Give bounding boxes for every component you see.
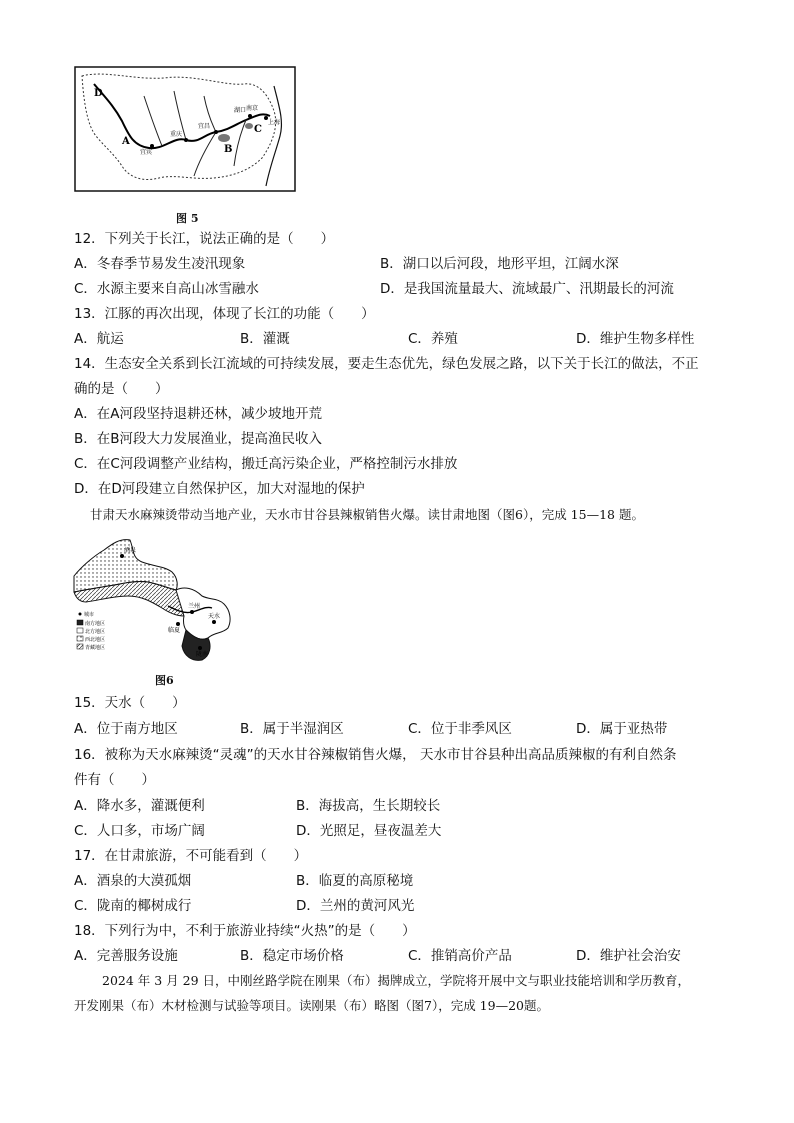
map-label-hukou: 湖口 <box>234 107 247 114</box>
map-label-nanjing: 南京 <box>246 105 259 112</box>
q12-option-d: D．是我国流量最大、流域最广、汛期最长的河流 <box>380 281 674 297</box>
q15-option-d: D．属于亚热带 <box>576 721 668 737</box>
map-label-yichang: 宜昌 <box>198 123 211 130</box>
map-label-chongqing: 重庆 <box>170 131 183 138</box>
question-15-stem: 15．天水（ ） <box>74 695 186 711</box>
q16-option-c: C．人口多，市场广阔 <box>74 823 205 839</box>
q13-option-c: C．养殖 <box>408 331 458 347</box>
map-label-d: D <box>94 88 103 99</box>
question-14-stem-line-2: 确的是（ ） <box>74 381 169 397</box>
map-label-linxia: 临夏 <box>168 627 181 634</box>
map-label-yibin: 宜宾 <box>140 149 153 156</box>
map-label-shanghai: 上海 <box>268 119 281 126</box>
q13-option-a: A．航运 <box>74 331 124 347</box>
map-label-tianshui: 天水 <box>208 613 221 620</box>
q12-option-b: B．湖口以后河段，地形平坦，江阔水深 <box>380 256 619 272</box>
gansu-map <box>72 536 240 664</box>
question-13-stem: 13．江豚的再次出现，体现了长江的功能（ ） <box>74 306 375 322</box>
gansu-intro-text: 甘肃天水麻辣烫带动当地产业，天水市甘谷县辣椒销售火爆。读甘肃地图（图6），完成 15—18 题。 <box>90 507 644 522</box>
q13-option-d: D．维护生物多样性 <box>576 331 695 347</box>
map-label-a: A <box>122 136 130 147</box>
question-14-stem-line-1: 14．生态安全关系到长江流域的可持续发展，要走生态优先，绿色发展之路，以下关于长江的做法，不正 <box>74 356 699 372</box>
legend-qinghai-tibet: 青藏地区 <box>85 645 106 651</box>
q16-option-a: A．降水多，灌溉便利 <box>74 798 205 814</box>
q18-option-c: C．推销高价产品 <box>408 948 512 964</box>
congo-intro-line-2: 开发刚果（布）木材检测与试验等项目。读刚果（布）略图（图7），完成 19—20题。 <box>74 998 549 1013</box>
q17-option-a: A．酒泉的大漠孤烟 <box>74 873 192 889</box>
q12-option-a: A．冬春季节易发生凌汛现象 <box>74 256 246 272</box>
q12-option-c: C．水源主要来自高山冰雪融水 <box>74 281 259 297</box>
question-18-stem: 18．下列行为中，不利于旅游业持续“火热”的是（ ） <box>74 923 416 939</box>
q16-option-d: D．光照足，昼夜温差大 <box>296 823 442 839</box>
q18-option-a: A．完善服务设施 <box>74 948 178 964</box>
map-legend <box>77 611 105 651</box>
q15-option-c: C．位于非季风区 <box>408 721 512 737</box>
map-label-b: B <box>224 144 233 155</box>
legend-northwest: 西北地区 <box>85 637 106 643</box>
question-17-stem: 17．在甘肃旅游，不可能看到（ ） <box>74 848 308 864</box>
q15-option-a: A．位于南方地区 <box>74 721 178 737</box>
question-16-stem-line-2: 件有（ ） <box>74 772 155 788</box>
question-16-stem-line-1: 16．被称为天水麻辣烫“灵魂”的天水甘谷辣椒销售火爆， 天水市甘谷县种出高品质辣椒的有利自然条 <box>74 747 677 763</box>
map-label-lanzhou: 兰州 <box>188 603 201 610</box>
q16-option-b: B．海拔高，生长期较长 <box>296 798 441 814</box>
q18-option-b: B．稳定市场价格 <box>240 948 344 964</box>
question-12-stem: 12．下列关于长江，说法正确的是（ ） <box>74 231 335 247</box>
legend-city: 城市 <box>84 612 95 618</box>
figure-5-caption: 图 5 <box>176 212 199 225</box>
map-label-longnan: 陇南 <box>196 651 209 658</box>
q17-option-c: C．陇南的椰树成行 <box>74 898 192 914</box>
q17-option-b: B．临夏的高原秘境 <box>296 873 414 889</box>
q15-option-b: B．属于半湿润区 <box>240 721 344 737</box>
q14-option-a: A．在A河段坚持退耕还林，减少坡地开荒 <box>74 406 322 422</box>
map-label-jiuquan: 酒泉 <box>124 547 137 554</box>
yangtze-river-map <box>74 66 296 192</box>
congo-intro-line-1: 2024 年 3 月 29 日，中刚丝路学院在刚果（布）揭牌成立，学院将开展中文与职业技能培训和学历教育， <box>102 973 691 988</box>
legend-north: 北方地区 <box>85 629 106 635</box>
figure-6-caption: 图6 <box>155 674 174 687</box>
q14-option-c: C．在C河段调整产业结构，搬迁高污染企业，严格控制污水排放 <box>74 456 458 472</box>
q17-option-d: D．兰州的黄河风光 <box>296 898 415 914</box>
map-label-c: C <box>254 124 262 135</box>
q13-option-b: B．灌溉 <box>240 331 290 347</box>
q14-option-d: D．在D河段建立自然保护区，加大对湿地的保护 <box>74 481 365 497</box>
q14-option-b: B．在B河段大力发展渔业，提高渔民收入 <box>74 431 323 447</box>
q18-option-d: D．维护社会治安 <box>576 948 681 964</box>
legend-south: 南方地区 <box>85 621 106 627</box>
